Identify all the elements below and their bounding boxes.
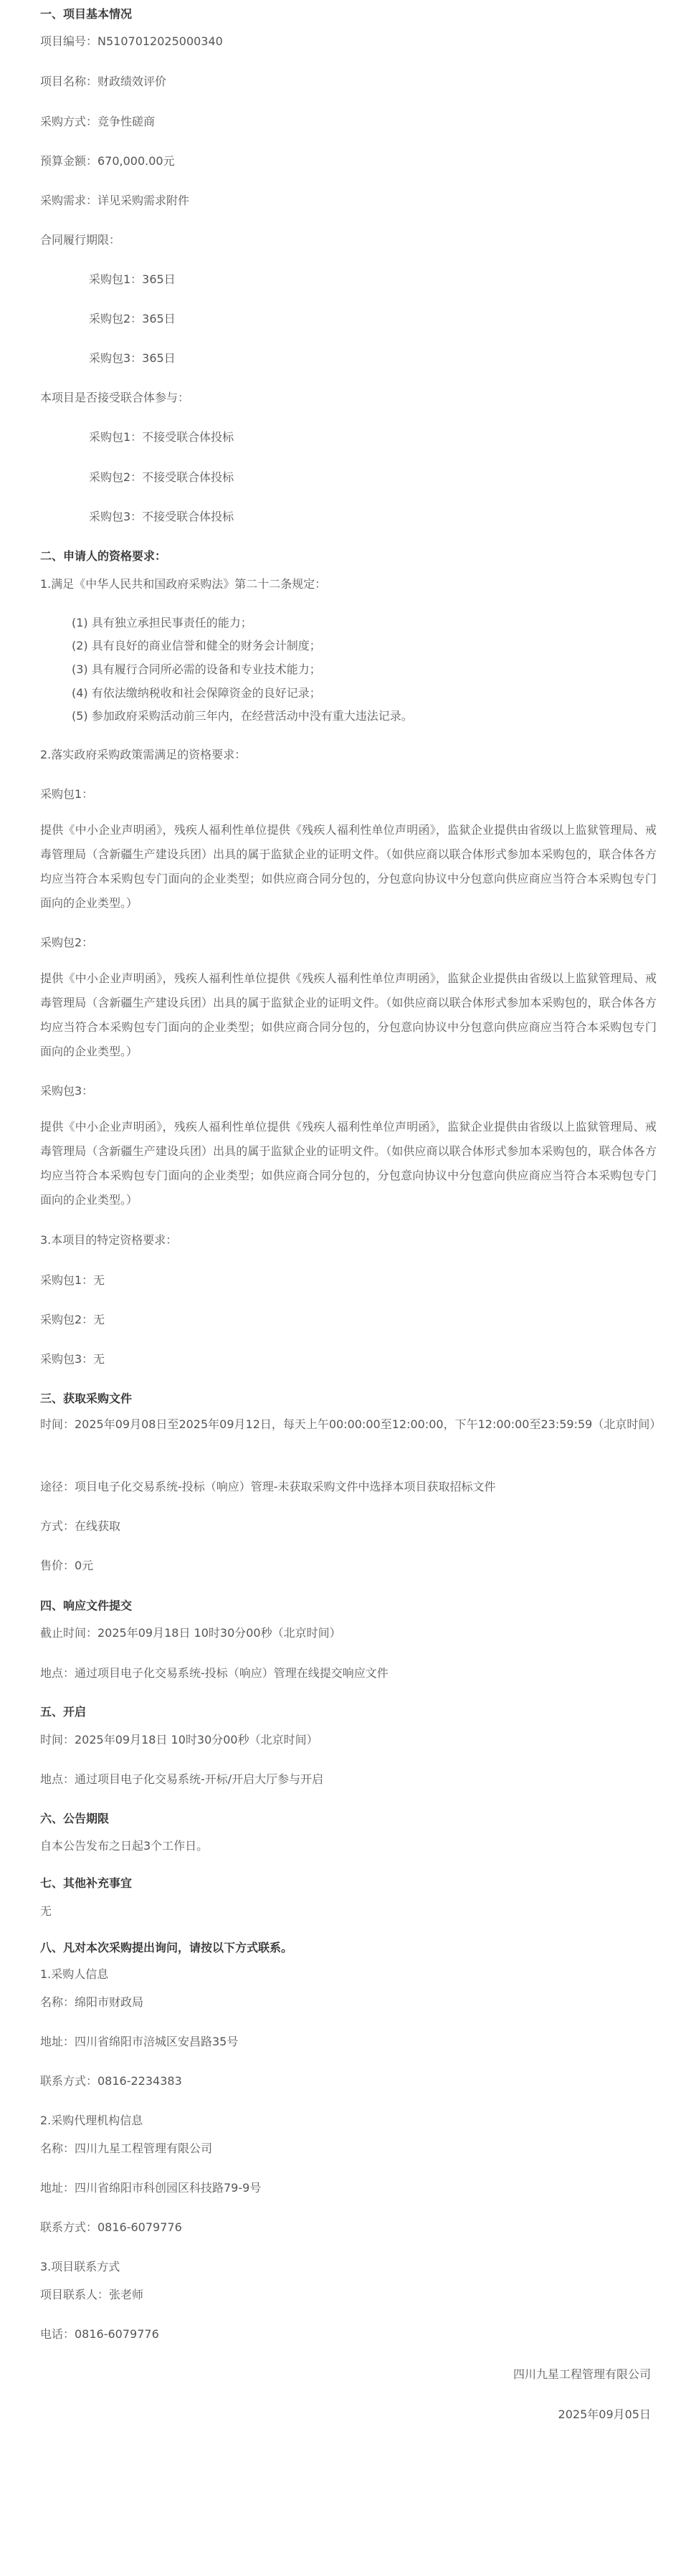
section-heading-supplementary: 七、其他补充事宜 <box>40 1876 133 1890</box>
law-item: (5) 参加政府采购活动前三年内，在经营活动中没有重大违法记录。 <box>72 709 413 723</box>
section-heading-project-info: 一、项目基本情况 <box>40 7 133 21</box>
specific-item: 采购包1：无 <box>40 1273 105 1287</box>
law-item: (3) 具有履行合同所必需的设备和专业技术能力； <box>72 662 321 676</box>
policy-intro: 2.落实政府采购政策需满足的资格要求： <box>40 748 247 761</box>
package-requirement-text: 提供《中小企业声明函》，残疾人福利性单位提供《残疾人福利性单位声明函》，监狱企业提供由省级以上监狱管理局、戒毒管理局（含新疆生产建设兵团）出具的属于监狱企业的证明文件。（如供应商以联合体形式参加本采购包的，联合体各方均应当符合本采购包专门面向的企业类型；如供应商合同分包的，分包意向协议中分包意向供应商应当符合本采购包专门面向的企业类型。） <box>40 1120 657 1207</box>
submission-place: 地点：通过项目电子化交易系统-投标（响应）管理在线提交响应文件 <box>40 1666 389 1680</box>
supplementary-text: 无 <box>40 1904 52 1918</box>
agency-contact: 联系方式：0816-6079776 <box>40 2220 182 2234</box>
consortium-item: 采购包3：不接受联合体投标 <box>89 510 234 523</box>
section-heading-contact: 八、凡对本次采购提出询问，请按以下方式联系。 <box>40 1941 293 1954</box>
consortium-label: 本项目是否接受联合体参与： <box>40 391 190 404</box>
package-requirement-text: 提供《中小企业声明函》，残疾人福利性单位提供《残疾人福利性单位声明函》，监狱企业提供由省级以上监狱管理局、戒毒管理局（含新疆生产建设兵团）出具的属于监狱企业的证明文件。（如供应商以联合体形式参加本采购包的，联合体各方均应当符合本采购包专门面向的企业类型；如供应商合同分包的，分包意向协议中分包意向供应商应当符合本采购包专门面向的企业类型。） <box>40 823 657 910</box>
law-item: (2) 具有良好的商业信誉和健全的财务会计制度； <box>72 639 321 652</box>
project-contact-person: 项目联系人：张老师 <box>40 2288 144 2301</box>
obtain-route: 途径：项目电子化交易系统-投标（响应）管理-未获取采购文件中选择本项目获取招标文件 <box>40 1480 496 1493</box>
package-label: 采购包3： <box>40 1084 94 1098</box>
law-item: (4) 有依法缴纳税收和社会保障资金的良好记录； <box>72 686 321 700</box>
section-heading-obtain-documents: 三、获取采购文件 <box>40 1392 133 1405</box>
section-heading-qualifications: 二、申请人的资格要求： <box>40 549 167 563</box>
agency-title: 2.采购代理机构信息 <box>40 2114 143 2127</box>
package-label: 采购包2： <box>40 936 94 949</box>
section-heading-notice-period: 六、公告期限 <box>40 1812 110 1825</box>
obtain-price: 售价：0元 <box>40 1559 94 1572</box>
section-heading-opening: 五、开启 <box>40 1705 87 1719</box>
specific-item: 采购包2：无 <box>40 1313 105 1326</box>
specific-intro: 3.本项目的特定资格要求： <box>40 1233 178 1247</box>
project-phone: 电话：0816-6079776 <box>40 2327 159 2341</box>
procurement-requirement: 采购需求：详见采购需求附件 <box>40 194 190 207</box>
purchaser-address: 地址：四川省绵阳市涪城区安昌路35号 <box>40 2035 239 2048</box>
footer-date: 2025年09月05日 <box>558 2408 651 2421</box>
opening-time: 时间：2025年09月18日 10时30分00秒（北京时间） <box>40 1733 318 1746</box>
project-name: 项目名称：财政绩效评价 <box>40 75 167 88</box>
notice-period-text: 自本公告发布之日起3个工作日。 <box>40 1839 209 1853</box>
obtain-method: 方式：在线获取 <box>40 1519 121 1533</box>
opening-place: 地点：通过项目电子化交易系统-开标/开启大厅参与开启 <box>40 1772 324 1786</box>
specific-item: 采购包3：无 <box>40 1352 105 1366</box>
obtain-time: 时间：2025年09月08日至2025年09月12日，每天上午00:00:00至12:00:00，下午12:00:00至23:59:59（北京时间） <box>40 1417 662 1431</box>
project-contact-title: 3.项目联系方式 <box>40 2260 120 2273</box>
project-number: 项目编号：N5107012025000340 <box>40 34 223 48</box>
purchaser-name: 名称：绵阳市财政局 <box>40 1995 144 2009</box>
agency-address: 地址：四川省绵阳市科创园区科技路79-9号 <box>40 2181 262 2195</box>
contract-term-item: 采购包2：365日 <box>89 312 176 325</box>
agency-name: 名称：四川九星工程管理有限公司 <box>40 2142 213 2155</box>
contract-term-label: 合同履行期限： <box>40 233 121 247</box>
purchaser-contact: 联系方式：0816-2234383 <box>40 2074 182 2088</box>
procurement-method: 采购方式：竞争性磋商 <box>40 115 156 128</box>
contract-term-item: 采购包1：365日 <box>89 272 176 286</box>
submission-deadline: 截止时间：2025年09月18日 10时30分00秒（北京时间） <box>40 1626 341 1640</box>
budget-amount: 预算金额：670,000.00元 <box>40 154 175 168</box>
contract-term-item: 采购包3：365日 <box>89 351 176 365</box>
law-item: (1) 具有独立承担民事责任的能力； <box>72 616 252 629</box>
package-label: 采购包1： <box>40 787 94 801</box>
consortium-item: 采购包2：不接受联合体投标 <box>89 470 234 484</box>
law-intro: 1.满足《中华人民共和国政府采购法》第二十二条规定： <box>40 577 327 591</box>
footer-company: 四川九星工程管理有限公司 <box>513 2367 651 2381</box>
purchaser-title: 1.采购人信息 <box>40 1967 109 1981</box>
consortium-item: 采购包1：不接受联合体投标 <box>89 430 234 444</box>
package-requirement-text: 提供《中小企业声明函》，残疾人福利性单位提供《残疾人福利性单位声明函》，监狱企业提供由省级以上监狱管理局、戒毒管理局（含新疆生产建设兵团）出具的属于监狱企业的证明文件。（如供应商以联合体形式参加本采购包的，联合体各方均应当符合本采购包专门面向的企业类型；如供应商合同分包的，分包意向协议中分包意向供应商应当符合本采购包专门面向的企业类型。） <box>40 971 657 1058</box>
section-heading-submission: 四、响应文件提交 <box>40 1599 133 1612</box>
